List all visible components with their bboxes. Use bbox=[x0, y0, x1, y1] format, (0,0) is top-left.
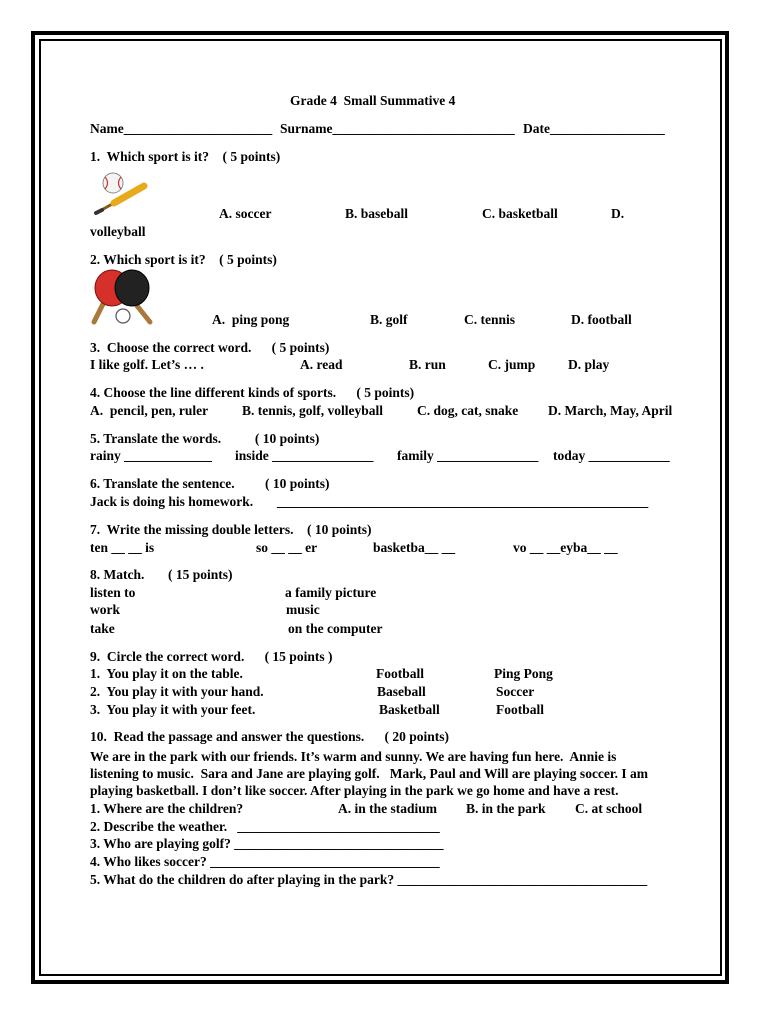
q9-row-option-2[interactable]: Football bbox=[496, 702, 545, 717]
q9-row-option-2[interactable]: Ping Pong bbox=[494, 666, 553, 681]
q4-option-a[interactable]: A. pencil, pen, ruler bbox=[90, 403, 209, 418]
q3-option-a[interactable]: A. read bbox=[300, 357, 343, 372]
q5-word-inside[interactable]: inside _______________ bbox=[235, 448, 374, 463]
q8-left-item[interactable]: listen to bbox=[90, 585, 136, 600]
ping-pong-paddles-icon bbox=[88, 268, 156, 326]
q8-right-item[interactable]: on the computer bbox=[288, 621, 383, 636]
name-field[interactable]: Name______________________ bbox=[90, 121, 273, 136]
q10-sub3[interactable]: 3. Who are playing golf? _______________________________ bbox=[90, 836, 444, 851]
q10-passage-line: playing basketball. I don’t like soccer. After playing in the park we go home and have a rest. bbox=[90, 783, 619, 798]
q8-prompt: 8. Match. ( 15 points) bbox=[90, 567, 233, 582]
q1-option-d-continued: volleyball bbox=[90, 224, 146, 239]
q5-word-rainy[interactable]: rainy _____________ bbox=[90, 448, 212, 463]
q7-word-4[interactable]: vo __ __eyba__ __ bbox=[513, 540, 618, 555]
q2-option-d[interactable]: D. football bbox=[571, 312, 632, 327]
q2-prompt: 2. Which sport is it? ( 5 points) bbox=[90, 252, 277, 267]
q10-prompt: 10. Read the passage and answer the questions. ( 20 points) bbox=[90, 729, 450, 744]
q7-word-2[interactable]: so __ __ er bbox=[256, 540, 318, 555]
q10-sub1-option-c[interactable]: C. at school bbox=[575, 801, 643, 816]
q7-word-1[interactable]: ten __ __ is bbox=[90, 540, 155, 555]
q10-sub1-option-a[interactable]: A. in the stadium bbox=[338, 801, 438, 816]
q6-prompt: 6. Translate the sentence. ( 10 points) bbox=[90, 476, 330, 491]
q9-row-question: 1. You play it on the table. bbox=[90, 666, 243, 681]
q10-sub1-option-b[interactable]: B. in the park bbox=[466, 801, 546, 816]
q2-option-b[interactable]: B. golf bbox=[370, 312, 408, 327]
q2-option-a[interactable]: A. ping pong bbox=[212, 312, 290, 327]
q5-word-family[interactable]: family _______________ bbox=[397, 448, 539, 463]
q1-option-b[interactable]: B. baseball bbox=[345, 206, 409, 221]
q8-right-item[interactable]: music bbox=[286, 602, 320, 617]
q6-answer-line[interactable]: _______________________________________________________ bbox=[277, 494, 649, 509]
date-field[interactable]: Date_________________ bbox=[523, 121, 665, 136]
baseball-bat-and-ball-icon bbox=[92, 170, 150, 218]
q7-prompt: 7. Write the missing double letters. ( 10 points) bbox=[90, 522, 372, 537]
q3-option-d[interactable]: D. play bbox=[568, 357, 610, 372]
q4-option-b[interactable]: B. tennis, golf, volleyball bbox=[242, 403, 384, 418]
q4-option-c[interactable]: C. dog, cat, snake bbox=[417, 403, 519, 418]
q2-option-c[interactable]: C. tennis bbox=[464, 312, 516, 327]
q1-prompt: 1. Which sport is it? ( 5 points) bbox=[90, 149, 281, 164]
q1-option-a[interactable]: A. soccer bbox=[219, 206, 272, 221]
q10-passage-line: We are in the park with our friends. It’s warm and sunny. We are having fun here. Annie is bbox=[90, 749, 617, 764]
q10-passage-line: listening to music. Sara and Jane are playing golf. Mark, Paul and Will are playing soccer. I am bbox=[90, 766, 649, 781]
q10-sub1-question: 1. Where are the children? bbox=[90, 801, 244, 816]
q10-sub2[interactable]: 2. Describe the weather. ______________________________ bbox=[90, 819, 440, 834]
q10-sub5[interactable]: 5. What do the children do after playing in the park? _____________________________________ bbox=[90, 872, 648, 887]
q10-sub4[interactable]: 4. Who likes soccer? __________________________________ bbox=[90, 854, 440, 869]
q3-prompt: 3. Choose the correct word. ( 5 points) bbox=[90, 340, 330, 355]
q4-option-d[interactable]: D. March, May, April bbox=[548, 403, 673, 418]
q5-word-today[interactable]: today ____________ bbox=[553, 448, 670, 463]
q3-sentence: I like golf. Let’s … . bbox=[90, 357, 204, 372]
q9-row-option-1[interactable]: Baseball bbox=[377, 684, 426, 699]
q9-row-option-1[interactable]: Basketball bbox=[379, 702, 440, 717]
q8-left-item[interactable]: work bbox=[90, 602, 120, 617]
q3-option-b[interactable]: B. run bbox=[409, 357, 446, 372]
q8-right-item[interactable]: a family picture bbox=[285, 585, 377, 600]
q9-row-option-1[interactable]: Football bbox=[376, 666, 425, 681]
q9-row-question: 2. You play it with your hand. bbox=[90, 684, 264, 699]
q8-left-item[interactable]: take bbox=[90, 621, 115, 636]
q1-option-d[interactable]: D. bbox=[611, 206, 625, 221]
q7-word-3[interactable]: basketba__ __ bbox=[373, 540, 456, 555]
q6-sentence: Jack is doing his homework. bbox=[90, 494, 254, 509]
q1-option-c[interactable]: C. basketball bbox=[482, 206, 558, 221]
worksheet-title: Grade 4 Small Summative 4 bbox=[290, 93, 456, 108]
q9-prompt: 9. Circle the correct word. ( 15 points ) bbox=[90, 649, 333, 664]
q3-option-c[interactable]: C. jump bbox=[488, 357, 536, 372]
q4-prompt: 4. Choose the line different kinds of sports. ( 5 points) bbox=[90, 385, 415, 400]
q9-row-option-2[interactable]: Soccer bbox=[496, 684, 535, 699]
q5-prompt: 5. Translate the words. ( 10 points) bbox=[90, 431, 320, 446]
surname-field[interactable]: Surname___________________________ bbox=[280, 121, 515, 136]
q9-row-question: 3. You play it with your feet. bbox=[90, 702, 256, 717]
